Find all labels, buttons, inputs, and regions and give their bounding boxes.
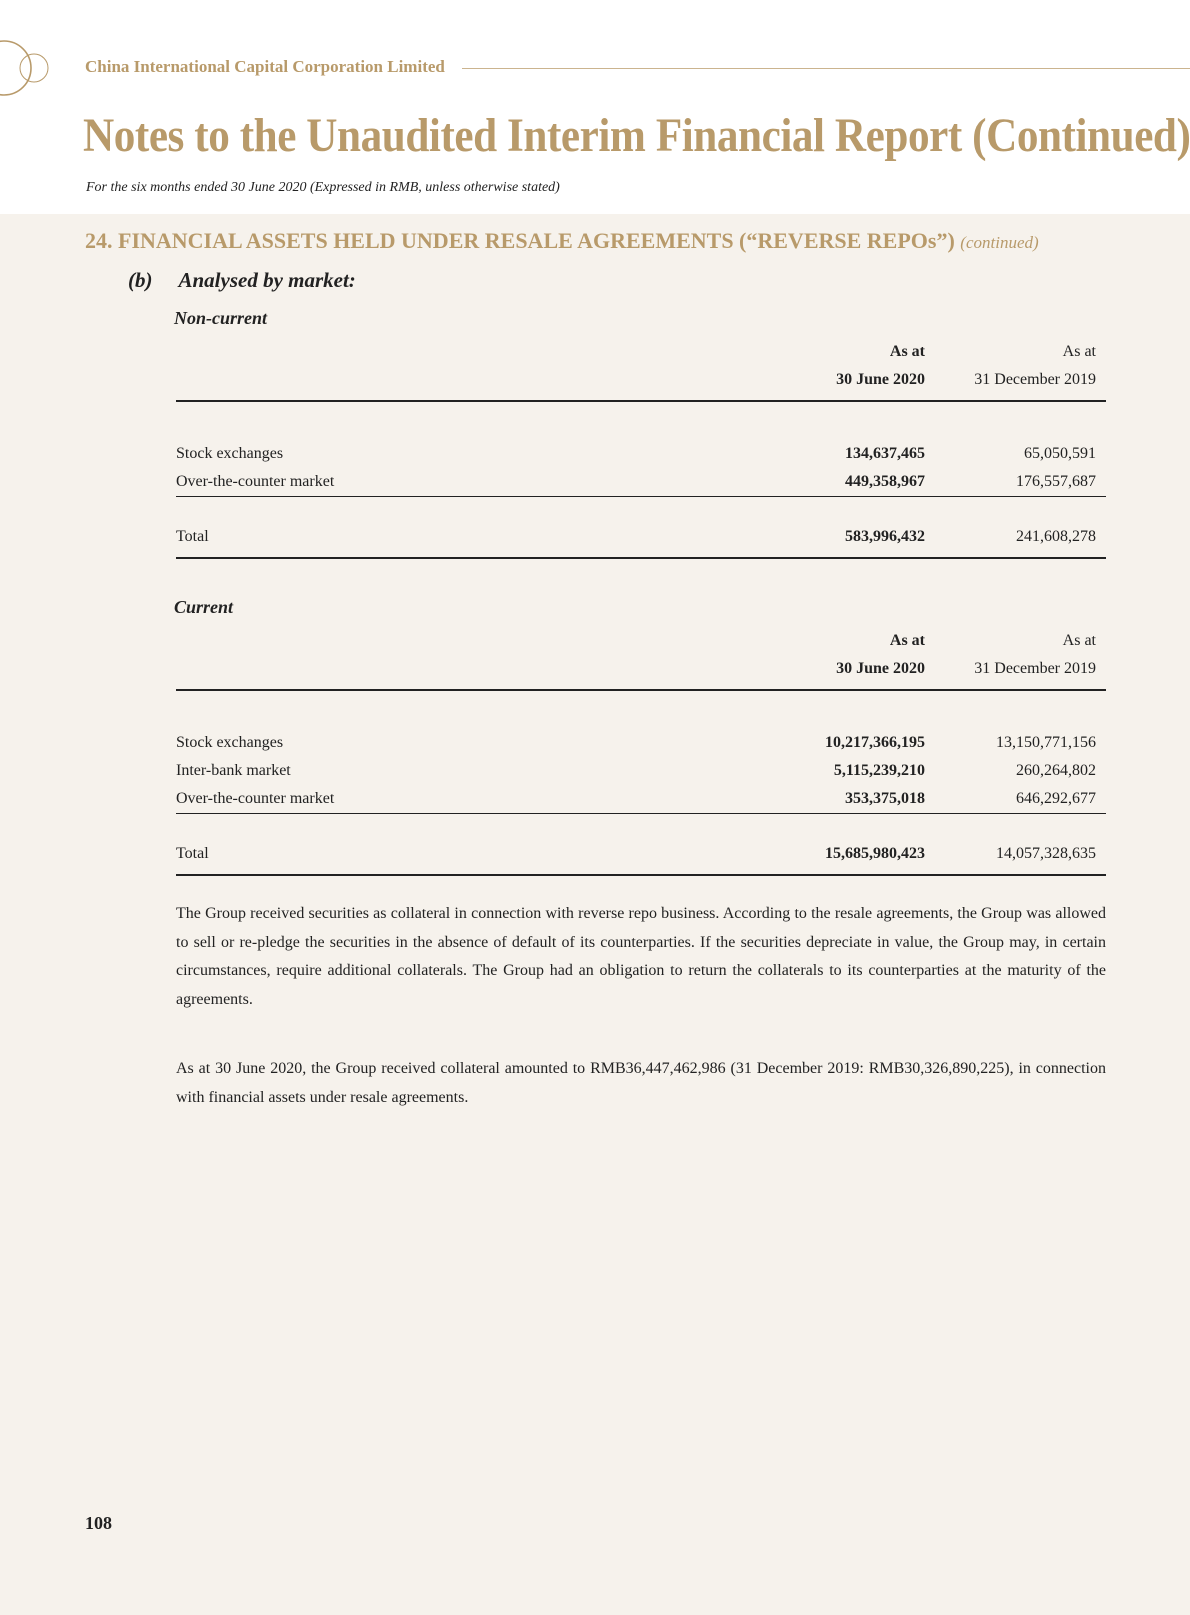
col1-header-line1: As at <box>889 632 925 649</box>
non-current-table <box>176 338 1106 559</box>
row-value-2020: 10,217,366,195 <box>825 734 925 751</box>
row-label: Stock exchanges <box>176 734 284 751</box>
table-row <box>176 729 1106 757</box>
col2-header-line2: 31 December 2019 <box>974 660 1096 677</box>
row-value-2019: 646,292,677 <box>1016 790 1096 807</box>
subsection-title: Analysed by market: <box>178 268 356 292</box>
col1-header-line2: 30 June 2020 <box>836 371 925 388</box>
row-label: Over-the-counter market <box>176 790 335 807</box>
table-row <box>176 785 1106 813</box>
current-table <box>176 627 1106 876</box>
row-value-2020: 449,358,967 <box>845 473 925 490</box>
company-logo-icon <box>0 38 60 98</box>
total-row <box>176 523 1106 551</box>
total-row <box>176 840 1106 868</box>
subsection-heading <box>128 268 356 293</box>
total-label: Total <box>176 528 209 545</box>
total-value-2020: 583,996,432 <box>845 528 925 545</box>
header-rule <box>462 68 1190 69</box>
total-rule <box>176 557 1106 559</box>
col2-header-line1: As at <box>1062 632 1096 649</box>
subsection-label: (b) <box>128 268 153 292</box>
row-label: Over-the-counter market <box>176 473 335 490</box>
row-value-2019: 260,264,802 <box>1016 762 1096 779</box>
row-value-2019: 176,557,687 <box>1016 473 1096 490</box>
row-value-2019: 65,050,591 <box>1024 445 1096 462</box>
col2-header-line2: 31 December 2019 <box>974 371 1096 388</box>
total-value-2019: 241,608,278 <box>1016 528 1096 545</box>
table-header <box>176 338 1106 394</box>
col1-header-line1: As at <box>889 343 925 360</box>
total-rule <box>176 874 1106 876</box>
collateral-amount-paragraph: As at 30 June 2020, the Group received collateral amounted to RMB36,447,462,986 (31 December 2019: RMB30,326,890,225), in connection with financial assets under resale agreements. <box>176 1060 1106 1106</box>
row-value-2019: 13,150,771,156 <box>996 734 1096 751</box>
non-current-title: Non-current <box>174 308 268 328</box>
table-row <box>176 440 1106 468</box>
section-heading-text: 24. FINANCIAL ASSETS HELD UNDER RESALE AGREEMENTS (“REVERSE REPOs”) <box>85 228 955 253</box>
page-subtitle: For the six months ended 30 June 2020 (Expressed in RMB, unless otherwise stated) <box>86 180 560 195</box>
section-heading <box>85 228 1039 254</box>
col2-header-line1: As at <box>1062 343 1096 360</box>
section-continued-note: (continued) <box>960 233 1039 252</box>
total-label: Total <box>176 845 209 862</box>
row-label: Stock exchanges <box>176 445 284 462</box>
total-value-2020: 15,685,980,423 <box>825 845 925 862</box>
col1-header-line2: 30 June 2020 <box>836 660 925 677</box>
table-row <box>176 757 1106 785</box>
page-title: Notes to the Unaudited Interim Financial Report (Continued) <box>83 109 1190 162</box>
row-label: Inter-bank market <box>176 762 291 779</box>
table-header <box>176 627 1106 683</box>
row-value-2020: 5,115,239,210 <box>833 762 925 779</box>
table-row <box>176 468 1106 496</box>
row-value-2020: 353,375,018 <box>845 790 925 807</box>
collateral-paragraph: The Group received securities as collateral in connection with reverse repo business. According to the resale agreements, the Group was allowed to sell or re-pledge the securities in the absence of default of its counterparties. If the securities depreciate in value, the Group may, in certain circumstances, require additional collaterals. The Group had an obligation to return the collaterals to its counterparties at the maturity of the agreements. <box>176 905 1106 1008</box>
page-number: 108 <box>85 1513 112 1533</box>
company-name: China International Capital Corporation Limited <box>85 57 445 76</box>
total-value-2019: 14,057,328,635 <box>996 845 1096 862</box>
current-title: Current <box>174 597 234 617</box>
row-value-2020: 134,637,465 <box>845 445 925 462</box>
